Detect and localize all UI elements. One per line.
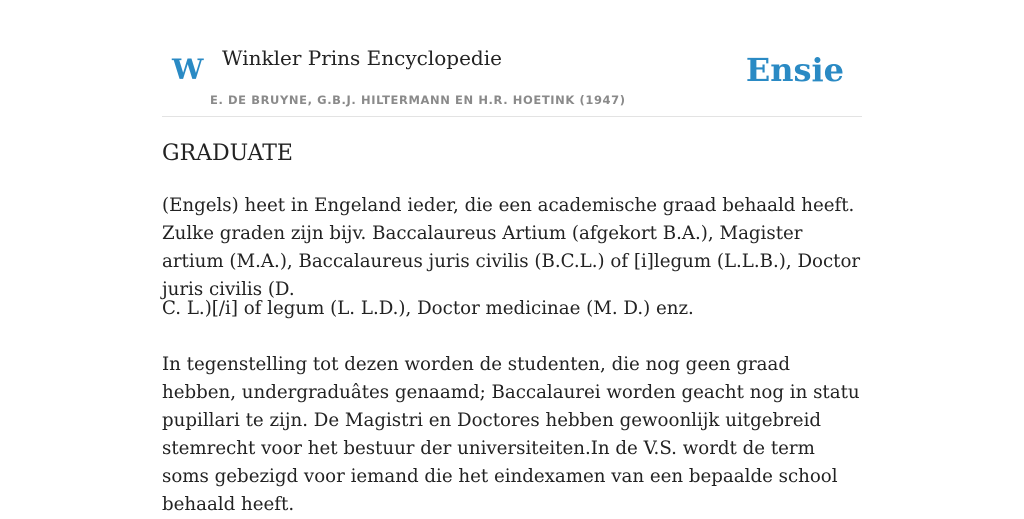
- book-authors: E. DE BRUYNE, G.B.J. HILTERMANN EN H.R. HOETINK (1947): [210, 93, 626, 107]
- entry-paragraph: C. L.)[/i] of legum (L. L.D.), Doctor medicinae (M. D.) enz.: [162, 298, 694, 319]
- entry-paragraph: In tegenstelling tot dezen worden de studenten, die nog geen graad hebben, undergraduâtes genaamd; Baccalaurei worden geacht nog in statu pupillari te zijn. De Magistri en Doctores hebben gewoonlijk uitgebreid stemrecht voor het bestuur der universiteiten.In de V.S. wordt de term soms gebezigd voor iemand die het eindexamen van een bepaalde school behaald heeft.: [162, 354, 860, 515]
- logo-icon[interactable]: W: [172, 53, 204, 86]
- brand-logo[interactable]: Ensie: [745, 51, 844, 89]
- site-header: [162, 0, 862, 117]
- entry-paragraph: (Engels) heet in Engeland ieder, die een academische graad behaald heeft. Zulke graden zijn bijv. Baccalaureus Artium (afgekort B.A.), Magister artium (M.A.), Baccalaureus juris civilis (B.C.L.) of [i]legum (L.L.B.), Doctor juris civilis (D.: [162, 195, 861, 300]
- site-title[interactable]: Winkler Prins Encyclopedie: [222, 46, 502, 70]
- entry-title: GRADUATE: [162, 141, 293, 166]
